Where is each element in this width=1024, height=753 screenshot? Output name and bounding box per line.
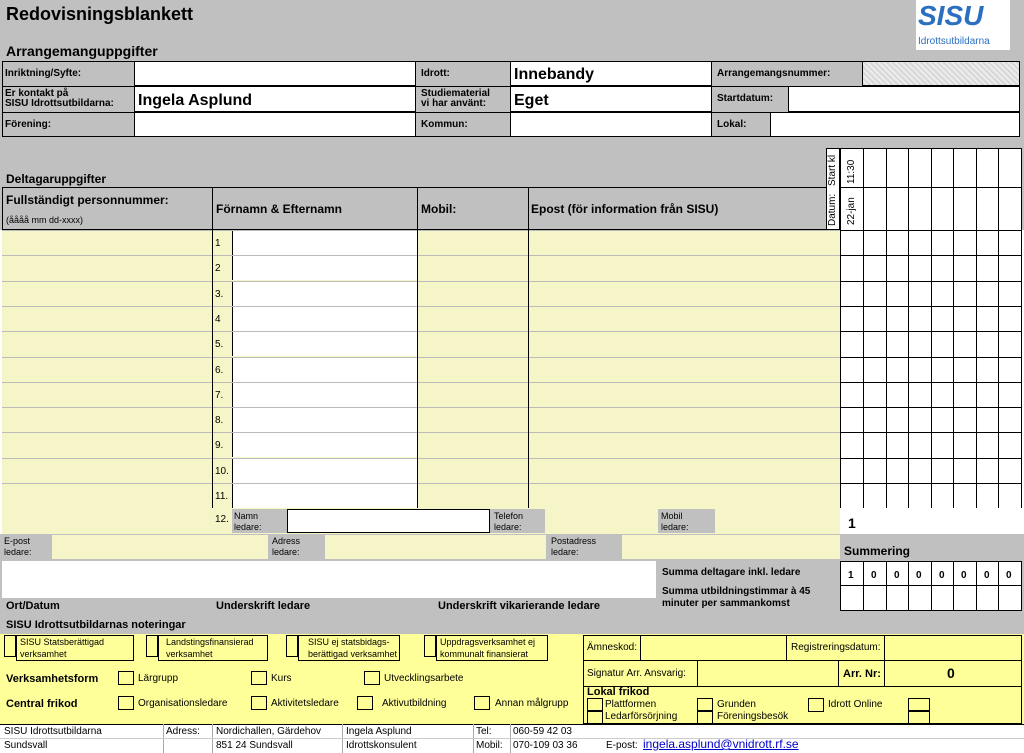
row-number: 5. — [215, 339, 224, 350]
leader-tel-label-2: ledare: — [494, 522, 522, 532]
pnr-hint: (åååå mm dd-xxxx) — [6, 215, 84, 225]
studie-label-1: Studiematerial — [421, 88, 490, 99]
underskrift-ledare-label: Underskrift ledare — [216, 600, 311, 612]
logo-sub: Idrottsutbildarna — [918, 36, 990, 47]
box3-checkbox[interactable] — [286, 635, 298, 657]
startdatum-field[interactable] — [788, 86, 1020, 112]
box1-label-2: verksamhet — [20, 649, 67, 659]
leader-post-field[interactable] — [622, 535, 840, 559]
participant-name-field[interactable] — [232, 358, 417, 382]
footer-person-1: Ingela Asplund — [346, 726, 412, 737]
footer-tel: 060-59 42 03 — [513, 726, 572, 737]
arr-section-title: Arrangemanguppgifter — [6, 43, 158, 59]
idrott-value: Innebandy — [514, 66, 595, 83]
footer-adress-label: Adress: — [166, 726, 200, 737]
aktivitet-checkbox[interactable] — [251, 696, 267, 710]
idrottonline-checkbox[interactable] — [808, 698, 824, 712]
amneskod-label: Ämneskod: — [587, 642, 638, 653]
leader-tel-label-1: Telefon — [494, 511, 524, 521]
sign-field[interactable] — [2, 561, 656, 598]
participant-area — [2, 230, 840, 508]
aktivitet-label: Aktivitetsledare — [271, 698, 339, 709]
box4-label-2: kommunalt finansierat — [440, 649, 529, 659]
footer-org-1: SISU Idrottsutbildarna — [4, 726, 102, 737]
namn-header: Förnamn & Efternamn — [216, 202, 343, 216]
org-checkbox[interactable] — [118, 696, 134, 710]
participant-name-field[interactable] — [232, 332, 417, 356]
datum-value: 22-jan — [846, 197, 857, 225]
kontakt-label-1: Er kontakt på — [5, 88, 69, 99]
box1-label-1: SISU Statsberättigad — [20, 637, 105, 647]
leader-epost-label-2: ledare: — [4, 547, 32, 557]
studie-label-2: vi har använt: — [421, 98, 487, 109]
footer-adress-2: 851 24 Sundsvall — [216, 740, 293, 751]
kommun-field[interactable] — [510, 112, 712, 137]
ort-datum-label: Ort/Datum — [6, 600, 60, 612]
sisu-logo — [916, 0, 1010, 50]
signatur-label: Signatur Arr. Ansvarig: — [587, 668, 686, 679]
leader-mob-label-2: ledare: — [661, 522, 689, 532]
summering-value: 0 — [984, 570, 990, 581]
participant-name-field[interactable] — [232, 256, 417, 280]
leader-post-label-2: ledare: — [551, 547, 579, 557]
kurs-label: Kurs — [271, 673, 292, 684]
extra-checkbox-2[interactable] — [908, 710, 930, 724]
idrottonline-label: Idrott Online — [828, 699, 883, 710]
leader-namn-field[interactable] — [287, 509, 490, 533]
participant-name-field[interactable] — [232, 307, 417, 331]
row-number: 9. — [215, 440, 224, 451]
box3-label-1: SISU ej statsbidags- — [308, 637, 390, 647]
summering-value: 0 — [871, 570, 877, 581]
summa-timmar-label-2: minuter per sammankomst — [662, 598, 790, 609]
kommun-label: Kommun: — [421, 119, 468, 130]
ledarf-checkbox[interactable] — [587, 710, 603, 724]
box3-label-2: berättigad verksamhet — [308, 649, 398, 659]
notes-section-title: SISU Idrottsutbildarnas noteringar — [6, 619, 186, 631]
arrnr-field[interactable] — [862, 61, 1020, 86]
arrnr-note-label: Arr. Nr: — [843, 668, 881, 680]
box2-checkbox[interactable] — [146, 635, 158, 657]
org-label: Organisationsledare — [138, 698, 228, 709]
underskrift-vikarie-label: Underskrift vikarierande ledare — [438, 600, 601, 612]
leader-adress-label-1: Adress — [272, 536, 301, 546]
participant-name-field[interactable] — [232, 433, 417, 457]
kontakt-label-2: SISU Idrottsutbildarna: — [5, 98, 114, 109]
leader-count: 1 — [848, 515, 856, 531]
leader-epost-field[interactable] — [52, 535, 268, 559]
start-time-value: 11:30 — [846, 159, 857, 184]
summa-deltagare-label: Summa deltagare inkl. ledare — [662, 567, 801, 578]
leader-adress-field[interactable] — [325, 535, 546, 559]
utveckling-checkbox[interactable] — [364, 671, 380, 685]
summering-value: 0 — [1006, 570, 1012, 581]
footer-person-2: Idrottskonsulent — [346, 740, 417, 751]
kontakt-value: Ingela Asplund — [138, 92, 253, 109]
mobil-header: Mobil: — [421, 202, 457, 216]
inriktning-field[interactable] — [134, 61, 416, 86]
lokal-label: Lokal: — [717, 119, 747, 130]
box1-checkbox[interactable] — [4, 635, 16, 657]
leader-namn-label-2: ledare: — [234, 522, 262, 532]
summering-title: Summering — [844, 544, 911, 558]
annan-checkbox[interactable] — [474, 696, 490, 710]
grunden-label: Grunden — [717, 699, 756, 710]
row-number: 3. — [215, 289, 224, 300]
box2-label-2: verksamhet — [166, 649, 213, 659]
row-number: 2 — [215, 263, 221, 274]
row-number: 4 — [215, 314, 221, 325]
row-number: 6. — [215, 365, 224, 376]
largrupp-checkbox[interactable] — [118, 671, 134, 685]
participant-name-field[interactable] — [232, 383, 417, 407]
footer-tel-label: Tel: — [476, 726, 492, 737]
participant-name-field[interactable] — [232, 408, 417, 432]
summering-value: 1 — [848, 570, 854, 581]
leader-adress-label-2: ledare: — [272, 547, 300, 557]
participant-name-field[interactable] — [232, 231, 417, 255]
leader-mob-label-1: Mobil — [661, 511, 683, 521]
forening-field[interactable] — [134, 112, 416, 137]
box4-label-1: Uppdragsverksamhet ej — [440, 637, 536, 647]
pnr-label: Fullständigt personnummer: — [6, 193, 169, 207]
aktivutb-checkbox[interactable] — [357, 696, 373, 710]
row-number: 11. — [215, 491, 229, 502]
row-number: 1 — [215, 238, 221, 249]
footer-email-link[interactable]: ingela.asplund@vnidrott.rf.se — [643, 737, 799, 751]
row-number: 10. — [215, 466, 229, 477]
box4-checkbox[interactable] — [424, 635, 436, 657]
summering-value: 0 — [894, 570, 900, 581]
epost-header: Epost (för information från SISU) — [531, 202, 719, 216]
forening-checkbox[interactable] — [697, 710, 713, 724]
leader-num: 12. — [215, 514, 229, 525]
idrott-label: Idrott: — [421, 68, 450, 79]
forening-label: Förening: — [5, 119, 52, 130]
start-kl-label: Start kl — [827, 154, 838, 186]
participant-name-field[interactable] — [232, 282, 417, 306]
aktivutb-label: Aktivutbildning — [382, 698, 447, 709]
arrnr-note-value: 0 — [947, 665, 955, 681]
lokal-field[interactable] — [770, 112, 1020, 137]
logo-brand: SISU — [918, 0, 984, 31]
datum-label: Datum: — [827, 193, 838, 226]
utveckling-label: Utvecklingsarbete — [384, 673, 464, 684]
arrnr-label: Arrangemangsnummer: — [717, 68, 831, 79]
summa-timmar-label-1: Summa utbildningstimmar à 45 — [662, 586, 811, 597]
summering-value: 0 — [961, 570, 967, 581]
largrupp-label: Lärgrupp — [138, 673, 179, 684]
footer-mob-label: Mobil: — [476, 740, 503, 751]
leader-post-label-1: Postadress — [551, 536, 597, 546]
footer-org-2: Sundsvall — [4, 740, 48, 751]
annan-label: Annan målgrupp — [495, 698, 569, 709]
box2-label-1: Landstingsfinansierad — [166, 637, 254, 647]
participant-name-field[interactable] — [232, 459, 417, 483]
foreningsbesok-label: Föreningsbesök — [717, 711, 789, 722]
leader-namn-label-1: Namn — [234, 511, 259, 521]
lokal-frikod-label: Lokal frikod — [587, 686, 650, 698]
footer-mob: 070-109 03 36 — [513, 740, 578, 751]
central-frikod-label: Central frikod — [6, 698, 78, 710]
plattformen-label: Plattformen — [605, 699, 657, 710]
startdatum-label: Startdatum: — [717, 93, 774, 104]
verksamhetsform-label: Verksamhetsform — [6, 673, 99, 685]
row-number: 8. — [215, 415, 224, 426]
studie-value: Eget — [514, 92, 549, 109]
page-title: Redovisningsblankett — [6, 4, 194, 24]
summering-value: 0 — [916, 570, 922, 581]
row-number: 7. — [215, 390, 224, 401]
ledarf-label: Ledarförsörjning — [605, 711, 678, 722]
participant-name-field[interactable] — [232, 484, 417, 508]
footer-adress-1: Nordichallen, Gärdehov — [216, 726, 322, 737]
kurs-checkbox[interactable] — [251, 671, 267, 685]
footer-email-label: E-post: — [606, 740, 638, 751]
leader-epost-label-1: E-post — [4, 536, 31, 546]
summering-value: 0 — [939, 570, 945, 581]
regdatum-label: Registreringsdatum: — [791, 642, 881, 653]
delt-section-title: Deltagaruppgifter — [6, 172, 107, 186]
inriktning-label: Inriktning/Syfte: — [5, 68, 82, 79]
